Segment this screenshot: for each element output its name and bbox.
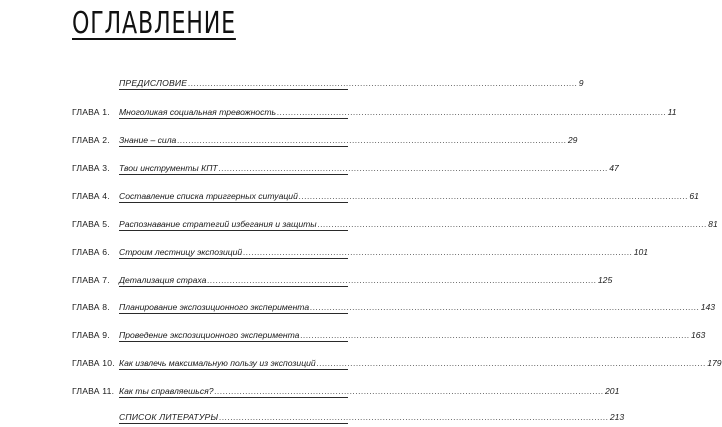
entry-title: ПРЕДИСЛОВИЕ	[119, 78, 188, 88]
chapter-number: ГЛАВА 9.	[72, 330, 110, 340]
page-number: 201	[605, 386, 620, 396]
page-number: 81	[708, 219, 718, 229]
chapter-number: ГЛАВА 6.	[72, 247, 110, 257]
toc-entry-line	[119, 385, 620, 398]
page-number: 213	[609, 412, 625, 422]
chapter-number: ГЛАВА 1.	[72, 107, 110, 117]
dot-leader: ..........................................................................................................................................	[214, 387, 605, 396]
toc-entry-line	[119, 162, 619, 175]
dot-leader: ..........................................................................................................................................	[310, 303, 700, 312]
toc-entry-line	[119, 77, 584, 90]
toc-entry-line	[119, 274, 613, 287]
chapter-number: ГЛАВА 5.	[72, 219, 110, 229]
chapter-number: ГЛАВА 4.	[72, 191, 110, 201]
entry-title: Как ты справляешься?	[119, 386, 214, 396]
toc-entry-chapter-10[interactable]	[72, 355, 722, 371]
dot-leader: ..........................................................................................................................................	[177, 136, 567, 145]
entry-title: СПИСОК ЛИТЕРАТУРЫ	[119, 412, 219, 422]
dot-leader: ..........................................................................................................................................	[277, 108, 667, 117]
toc-entry-chapter-3[interactable]	[72, 160, 619, 176]
toc-entry-chapter-11[interactable]	[72, 383, 620, 399]
toc-entry-line	[119, 357, 722, 370]
toc-entry-line	[119, 134, 578, 147]
toc-entry-line	[119, 246, 649, 259]
dot-leader: ..........................................................................................................................................	[300, 331, 690, 340]
page-number: 47	[609, 163, 619, 173]
page-number: 101	[633, 247, 649, 257]
dot-leader: ..........................................................................................................................................	[188, 79, 578, 88]
toc-entry-chapter-5[interactable]	[72, 216, 718, 232]
toc-entry-preface[interactable]	[72, 77, 584, 93]
entry-title: Планирование экспозиционного эксперимента	[119, 302, 310, 312]
toc-entry-line	[119, 411, 625, 424]
entry-title: Строим лестницу экспозиций	[119, 247, 243, 257]
toc-entry-chapter-6[interactable]	[72, 244, 649, 260]
page-number: 9	[578, 78, 584, 88]
toc-entry-line	[119, 301, 716, 314]
chapter-number: ГЛАВА 3.	[72, 163, 110, 173]
page-title: ОГЛАВЛЕНИЕ	[72, 6, 236, 41]
entry-title: Проведение экспозиционного эксперимента	[119, 330, 300, 340]
page-number: 29	[567, 135, 578, 145]
chapter-number: ГЛАВА 11.	[72, 386, 115, 396]
page-number: 61	[689, 191, 699, 201]
entry-title: Распознавание стратегий избегания и защиты	[119, 219, 317, 229]
toc-entry-chapter-7[interactable]	[72, 272, 613, 288]
page-number: 163	[690, 330, 706, 340]
dot-leader: ..........................................................................................................................................	[219, 413, 609, 422]
toc-entry-line	[119, 218, 718, 231]
chapter-number: ГЛАВА 8.	[72, 302, 110, 312]
dot-leader: ..........................................................................................................................................	[207, 276, 597, 285]
chapter-number: ГЛАВА 7.	[72, 275, 110, 285]
entry-title: Твои инструменты КПТ	[119, 163, 218, 173]
toc-entry-line	[119, 106, 677, 119]
dot-leader: ..........................................................................................................................................	[243, 248, 633, 257]
toc-entry-chapter-9[interactable]	[72, 327, 706, 343]
toc-entry-line	[119, 190, 699, 203]
dot-leader: ..........................................................................................................................................	[317, 220, 708, 229]
toc-entry-chapter-4[interactable]	[72, 188, 699, 204]
page-number: 179	[707, 358, 722, 368]
page-number: 11	[667, 107, 677, 117]
page-number: 143	[700, 302, 716, 312]
entry-title: Многоликая социальная тревожность	[119, 107, 277, 117]
entry-title: Составление списка триггерных ситуаций	[119, 191, 298, 201]
toc-entry-line	[119, 329, 706, 342]
chapter-number: ГЛАВА 2.	[72, 135, 110, 145]
toc-entry-bibliography[interactable]	[72, 411, 625, 427]
entry-title: Детализация страха	[119, 275, 207, 285]
entry-title: Знание – сила	[119, 135, 177, 145]
chapter-number: ГЛАВА 10.	[72, 358, 115, 368]
dot-leader: ..........................................................................................................................................	[218, 164, 609, 173]
toc-entry-chapter-8[interactable]	[72, 299, 716, 315]
toc-entry-chapter-1[interactable]	[72, 104, 677, 120]
dot-leader: ..........................................................................................................................................	[298, 192, 689, 201]
dot-leader: ..........................................................................................................................................	[316, 359, 707, 368]
entry-title: Как извлечь максимальную пользу из экспозиций	[119, 358, 316, 368]
toc-entry-chapter-2[interactable]	[72, 132, 578, 148]
page-number: 125	[597, 275, 613, 285]
